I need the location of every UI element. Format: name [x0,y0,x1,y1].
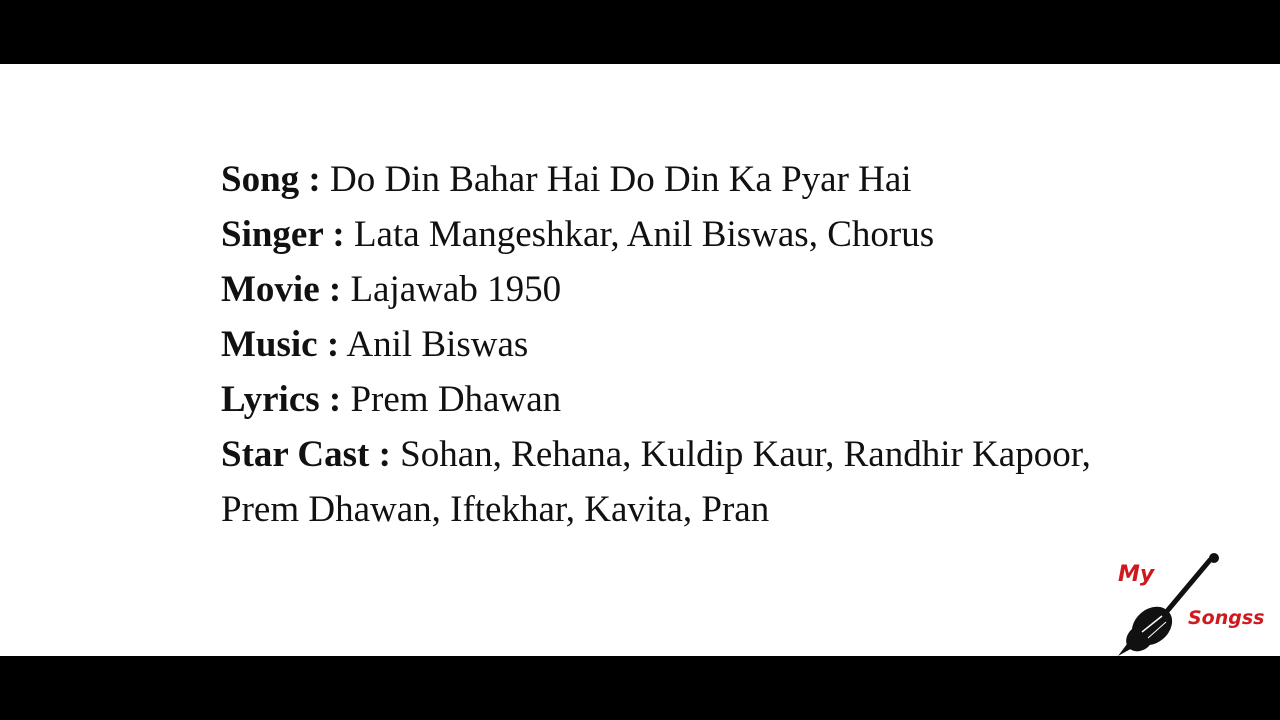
starcast-row [221,427,1101,537]
song-value: Do Din Bahar Hai Do Din Ka Pyar Hai [329,159,912,200]
singer-row [221,207,1101,262]
lyrics-label: Lyrics : [221,379,342,420]
my-songss-logo [1112,552,1280,656]
lyrics-row [221,372,1101,427]
music-label: Music : [221,324,340,365]
song-info-card [0,64,1280,656]
movie-value: Lajawab 1950 [350,269,562,310]
movie-label: Movie : [221,269,342,310]
starcast-label: Star Cast : [221,434,391,475]
singer-label: Singer : [221,214,345,255]
music-row [221,317,1101,372]
movie-row [221,262,1101,317]
song-row [221,152,1101,207]
logo-text-my: My [1118,562,1155,587]
singer-value: Lata Mangeshkar, Anil Biswas, Chorus [353,214,935,255]
music-value: Anil Biswas [346,324,529,365]
song-details [221,152,1101,537]
logo-text-songss: Songss [1188,607,1265,629]
song-label: Song : [221,159,321,200]
starcast-value: Sohan, Rehana, Kuldip Kaur, Randhir Kapoor, Prem Dhawan, Iftekhar, Kavita, Pran [221,434,1091,530]
lyrics-value: Prem Dhawan [350,379,562,420]
